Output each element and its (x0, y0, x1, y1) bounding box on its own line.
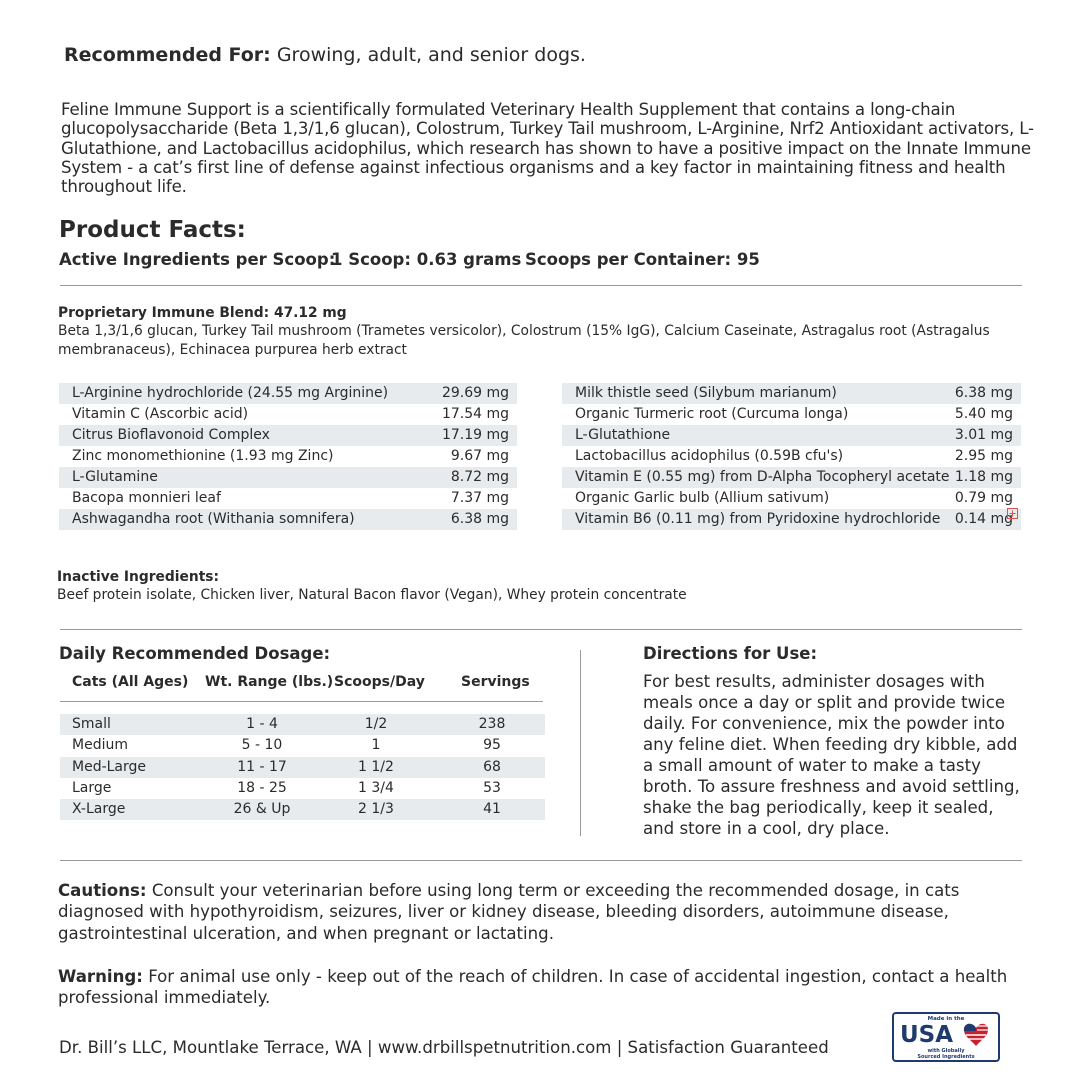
ingredient-name: Zinc monomethionine (1.93 mg Zinc) (72, 448, 334, 464)
ingredient-row (562, 383, 1021, 404)
divider (60, 629, 1022, 630)
dosage-servings: 53 (483, 779, 501, 796)
dosage-scoops-per-day: 2 1/3 (358, 801, 394, 818)
dosage-header-rule (60, 701, 543, 702)
ingredient-name: Bacopa monnieri leaf (72, 490, 221, 506)
dosage-title: Daily Recommended Dosage: (59, 644, 331, 663)
ingredient-row (562, 404, 1021, 425)
ingredient-amount: 17.54 mg (441, 406, 509, 422)
scoops-per-container: Scoops per Container: 95 (525, 250, 760, 269)
dosage-size: Small (72, 716, 111, 732)
badge-top-text: Made in the (927, 1016, 965, 1022)
badge-line1: with Globally (927, 1048, 965, 1054)
ingredient-amount: 7.37 mg (450, 490, 509, 506)
ingredient-amount: 6.38 mg (954, 385, 1013, 401)
dosage-row (60, 735, 545, 756)
dosage-size: Large (72, 779, 112, 796)
dosage-scoops-per-day: 1 3/4 (358, 779, 394, 796)
dosage-weight-range: 26 & Up (233, 801, 291, 818)
inactive-ingredients-title: Inactive Ingredients: (57, 569, 220, 585)
ingredient-amount: 9.67 mg (450, 448, 509, 464)
ingredient-amount: 2.95 mg (954, 448, 1013, 464)
dosage-scoops-per-day: 1/2 (364, 716, 388, 732)
ingredients-table-left (59, 383, 517, 530)
dosage-weight-range: 1 - 4 (246, 716, 278, 732)
dosage-servings: 95 (483, 737, 501, 754)
ingredient-amount: 17.19 mg (441, 427, 509, 443)
ingredient-row (59, 425, 517, 446)
ingredient-amount: 8.72 mg (450, 469, 509, 485)
ingredient-amount: 3.01 mg (954, 427, 1013, 443)
dosage-table (60, 714, 545, 820)
ingredient-amount: 1.18 mg (954, 469, 1013, 485)
ingredient-row (562, 488, 1021, 509)
dosage-size: Med-Large (72, 758, 147, 775)
cautions (58, 880, 1028, 944)
dosage-row (60, 714, 545, 735)
cautions-label: Cautions: (58, 881, 147, 900)
ingredient-amount: 5.40 mg (954, 406, 1013, 422)
dosage-size: Medium (72, 737, 128, 754)
ingredient-amount: 0.14 mg (954, 511, 1013, 527)
ingredient-name: Vitamin C (Ascorbic acid) (72, 406, 249, 422)
recommended-text: Growing, adult, and senior dogs. (270, 44, 586, 66)
product-facts-summary (59, 250, 760, 269)
dosage-row (60, 757, 545, 778)
dosage-servings: 238 (478, 716, 506, 732)
dosage-servings: 41 (483, 801, 501, 818)
dosage-row (60, 799, 545, 820)
dosage-scoops-per-day: 1 1/2 (358, 758, 394, 775)
footer-company-info: Dr. Bill’s LLC, Mountlake Terrace, WA | www.drbillspetnutrition.com | Satisfaction Guaranteed (59, 1038, 829, 1057)
ingredient-row (562, 425, 1021, 446)
ingredient-row (59, 509, 517, 530)
dosage-size: X-Large (72, 801, 126, 818)
warning (58, 966, 1028, 1009)
ingredient-name: Vitamin E (0.55 mg) from D-Alpha Tocopheryl acetate (575, 469, 950, 485)
made-in-usa-badge (892, 1012, 1000, 1062)
ingredient-name: L-Glutathione (575, 427, 671, 443)
vertical-divider (580, 650, 581, 836)
product-description: Feline Immune Support is a scientifically formulated Veterinary Health Supplement that contains a long-chain glucopolysaccharide (Beta 1,3/1,6 glucan), Colostrum, Turkey Tail mushroom, L-Arginine, Nrf2 Antioxidant activators, L-Glutathione, and Lactobacillus acidophilus, which research has shown to have a positive impact on the Innate Immune System - a cat’s first line of defense against infectious organisms and a key factor in maintaining fitness and health throughout life. (61, 100, 1034, 197)
ingredient-name: L-Arginine hydrochloride (24.55 mg Arginine) (72, 385, 389, 401)
ingredient-row (562, 446, 1021, 467)
ingredient-row (562, 509, 1021, 530)
ingredient-name: Citrus Bioflavonoid Complex (72, 427, 270, 443)
ingredient-amount: 29.69 mg (441, 385, 509, 401)
ingredient-row (59, 383, 517, 404)
dosage-weight-range: 11 - 17 (237, 758, 287, 775)
dosage-scoops-per-day: 1 (371, 737, 381, 754)
ingredient-name: Organic Turmeric root (Curcuma longa) (575, 406, 849, 422)
dosage-weight-range: 18 - 25 (237, 779, 287, 796)
blend-title: Proprietary Immune Blend: 47.12 mg (58, 305, 347, 321)
recommended-for (64, 44, 586, 66)
ingredient-row (59, 446, 517, 467)
divider (60, 860, 1022, 861)
divider (60, 285, 1022, 286)
dosage-header-weight: Wt. Range (lbs.) (205, 674, 334, 690)
plus-box-icon (1007, 508, 1018, 519)
product-facts-title: Product Facts: (59, 217, 246, 243)
recommended-label: Recommended For: (64, 44, 271, 66)
dosage-weight-range: 5 - 10 (241, 737, 283, 754)
badge-usa-text: USA (900, 1022, 954, 1048)
active-per-scoop-label: Active Ingredients per Scoop: (59, 250, 336, 269)
scoop-size: 1 Scoop: 0.63 grams (331, 250, 522, 269)
dosage-header-servings: Servings (461, 674, 530, 690)
dosage-header-scoops: Scoops/Day (334, 674, 425, 690)
ingredient-amount: 0.79 mg (954, 490, 1013, 506)
dosage-servings: 68 (483, 758, 501, 775)
ingredient-name: Organic Garlic bulb (Allium sativum) (575, 490, 830, 506)
inactive-ingredients-text: Beef protein isolate, Chicken liver, Natural Bacon flavor (Vegan), Whey protein concentrate (57, 587, 687, 603)
ingredient-amount: 6.38 mg (450, 511, 509, 527)
ingredient-name: Lactobacillus acidophilus (0.59B cfu's) (575, 448, 844, 464)
dosage-row (60, 778, 545, 799)
dosage-header-cats: Cats (All Ages) (72, 674, 189, 690)
directions-title: Directions for Use: (643, 644, 818, 663)
blend-ingredients: Beta 1,3/1,6 glucan, Turkey Tail mushroom (Trametes versicolor), Colostrum (15% IgG), Calcium Caseinate, Astragalus root (Astragalus membranaceus), Echinacea purpurea herb extract (58, 323, 990, 358)
ingredient-name: Milk thistle seed (Silybum marianum) (575, 385, 837, 401)
ingredient-row (562, 467, 1021, 488)
ingredients-table-right (562, 383, 1021, 530)
warning-text: For animal use only - keep out of the reach of children. In case of accidental ingestion, contact a health professional immediately. (58, 967, 1008, 1008)
ingredient-row (59, 467, 517, 488)
ingredient-row (59, 488, 517, 509)
directions-text: For best results, administer dosages with meals once a day or split and provide twice daily. For convenience, mix the powder into any feline diet. When feeding dry kibble, add a small amount of water to make a tasty broth. To assure freshness and avoid settling, shake the bag periodically, keep it sealed, and store in a cool, dry place. (643, 672, 1020, 838)
ingredient-name: Vitamin B6 (0.11 mg) from Pyridoxine hydrochloride (575, 511, 941, 527)
ingredient-name: L-Glutamine (72, 469, 158, 485)
badge-line2: Sourced Ingredients (917, 1054, 975, 1060)
cautions-text: Consult your veterinarian before using long term or exceeding the recommended dosage, in cats diagnosed with hypothyroidism, seizures, liver or kidney disease, bleeding disorders, autoimmune disease, gastrointestinal ulceration, and when pregnant or lactating. (58, 881, 960, 943)
ingredient-row (59, 404, 517, 425)
warning-label: Warning: (58, 967, 143, 986)
ingredient-name: Ashwagandha root (Withania somnifera) (72, 511, 355, 527)
